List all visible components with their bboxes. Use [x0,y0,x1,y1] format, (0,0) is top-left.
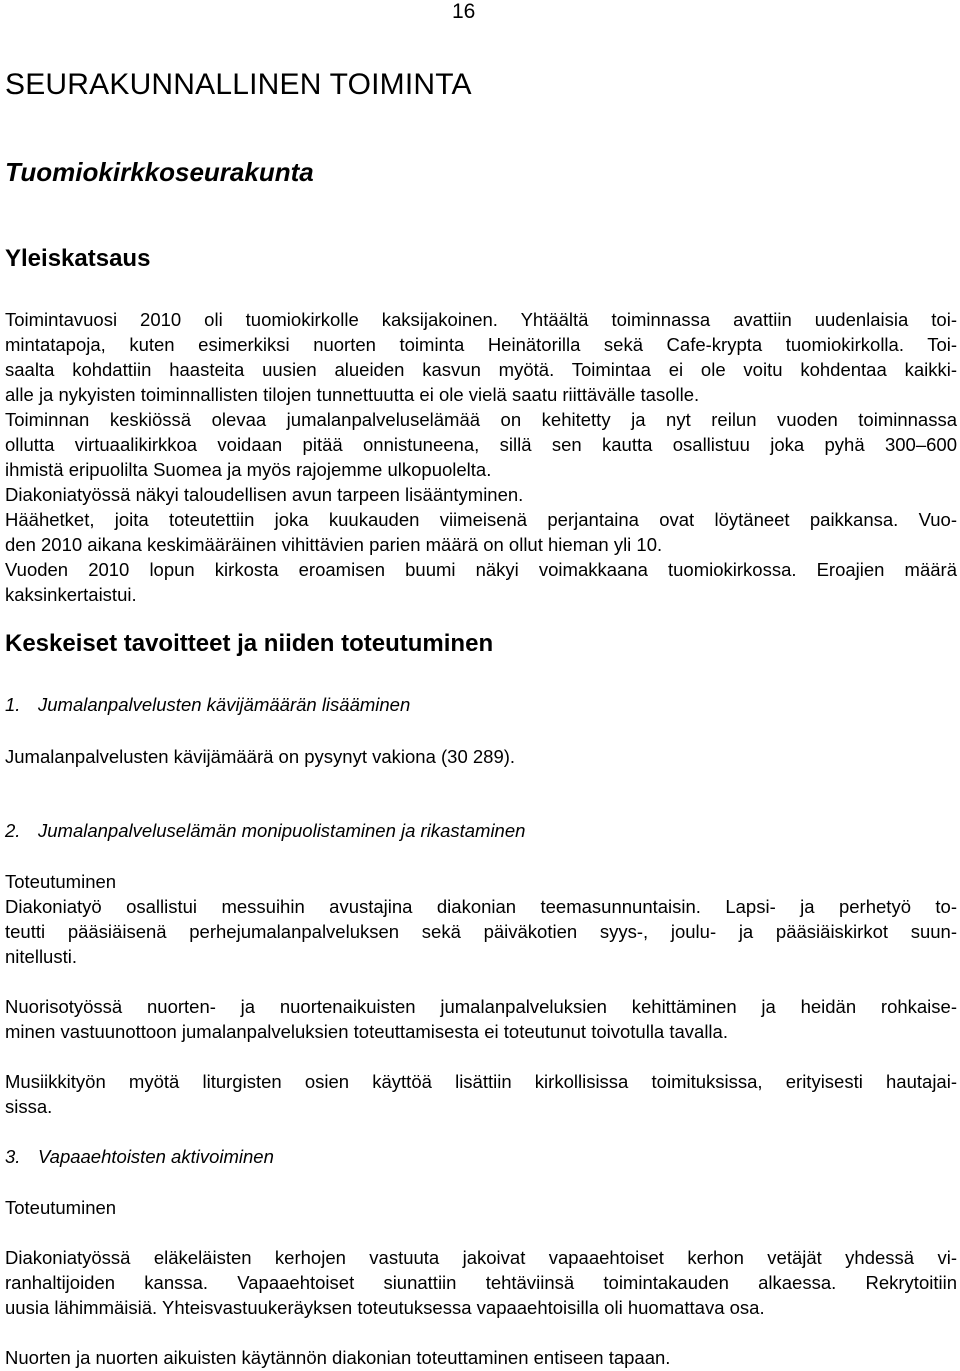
parish-heading: Tuomiokirkkoseurakunta [5,157,314,187]
text-line: Toimintavuosi 2010 oli tuomiokirkolle kaksijakoinen. Yhtäältä toiminnassa avattiin uudenlaisia toi- [5,309,957,330]
goal-3-paragraph-2 [5,1345,957,1370]
goal-title: Vapaaehtoisten aktivoiminen [38,1146,274,1167]
page-title: SEURAKUNNALLINEN TOIMINTA [5,68,472,101]
goal-2-paragraph-3 [5,1069,957,1119]
text-line: uusia lähimmäisiä. Yhteisvastuukeräyksen toteutuksessa vapaaehtoisilla oli huomattava osa. [5,1297,765,1318]
goal-title: Jumalanpalveluselämän monipuolistaminen ja rikastaminen [38,820,526,841]
text-line: Häähetket, joita toteutettiin joka kuukauden viimeisenä perjantaina ovat löytäneet paikkansa. Vuo- [5,509,957,530]
text-line: ranhaltijoiden kanssa. Vapaaehtoiset siunattiin tehtäviinsä toimintakauden alkaessa. Rekrytoitiin [5,1272,957,1293]
text-line: den 2010 aikana keskimääräinen vihittävien parien määrä on ollut hieman yli 10. [5,534,663,555]
text-line: Nuorisotyössä nuorten- ja nuortenaikuisten jumalanpalveluksien kehittäminen ja heidän rohkaise- [5,996,957,1017]
text-line: Nuorten ja nuorten aikuisten käytännön diakonian toteuttaminen entiseen tapaan. [5,1347,671,1368]
text-line: alle ja nykyisten toiminnallisten tilojen tunnettuutta ei ole vielä saatu riittävälle tasolle. [5,384,700,405]
text-line: teutti pääsiäisenä perhejumalanpalveluksen sekä päiväkotien syys-, joulu- ja pääsiäiskirkot suun- [5,921,957,942]
goal-3-label: Toteutuminen [5,1197,117,1218]
goal-number: 1. [5,694,21,715]
goal-2-paragraph-1 [5,894,957,969]
text-line: minen vastuunottoon jumalanpalveluksien toteuttamisesta ei toteutunut toivotulla tavalla. [5,1021,728,1042]
goal-2-paragraph-2 [5,994,957,1044]
goal-2-title [5,818,525,843]
text-line: sissa. [5,1096,53,1117]
overview-paragraph [5,307,957,607]
page-number: 16 [452,0,476,23]
text-line: ihmistä eripuolilta Suomea ja myös rajojemme ulkopuolelta. [5,459,492,480]
goal-number: 3. [5,1146,21,1167]
goals-heading: Keskeiset tavoitteet ja niiden toteutuminen [5,630,494,657]
text-line: Diakoniatyössä näkyi taloudellisen avun tarpeen lisääntyminen. [5,484,524,505]
text-line: Toiminnan keskiössä olevaa jumalanpalveluselämää on kehitetty ja nyt reilun vuoden toiminnassa [5,409,957,430]
text-line: Diakoniatyössä eläkeläisten kerhojen vastuuta jakoivat vapaaehtoiset kerhon vetäjät yhdessä vi- [5,1247,957,1268]
goal-3-paragraph-1 [5,1245,957,1320]
goal-title: Jumalanpalvelusten kävijämäärän lisääminen [38,694,411,715]
goal-number: 2. [5,820,21,841]
text-line: Musiikkityön myötä liturgisten osien käyttöä lisättiin kirkollisissa toimituksissa, erityisesti hautajai- [5,1071,957,1092]
text-line: saalta kohdattiin haasteita uusien alueiden kasvun myötä. Toimintaa ei ole voitu kohdentaa kaikki- [5,359,957,380]
goal-3-title [5,1144,274,1169]
text-line: mintatapoja, kuten esimerkiksi nuorten toiminta Heinätorilla sekä Cafe-krypta tuomiokirkolla. Toi- [5,334,957,355]
goal-1-text: Jumalanpalvelusten kävijämäärä on pysynyt vakiona (30 289). [5,746,516,767]
text-line: kaksinkertaistui. [5,584,137,605]
text-line: Vuoden 2010 lopun kirkosta eroamisen buumi näkyi voimakkaana tuomiokirkossa. Eroajien määrä [5,559,957,580]
text-line: Diakoniatyö osallistui messuihin avustajina diakonian teemasunnuntaisin. Lapsi- ja perhetyö to- [5,896,957,917]
goal-2-label: Toteutuminen [5,871,117,892]
goal-1-title [5,692,410,717]
text-line: nitellusti. [5,946,77,967]
text-line: ollutta virtuaalikirkkoa voidaan pitää onnistuneena, sillä sen kautta osallistuu joka pyhä 300–600 [5,434,957,455]
overview-heading: Yleiskatsaus [5,245,151,272]
